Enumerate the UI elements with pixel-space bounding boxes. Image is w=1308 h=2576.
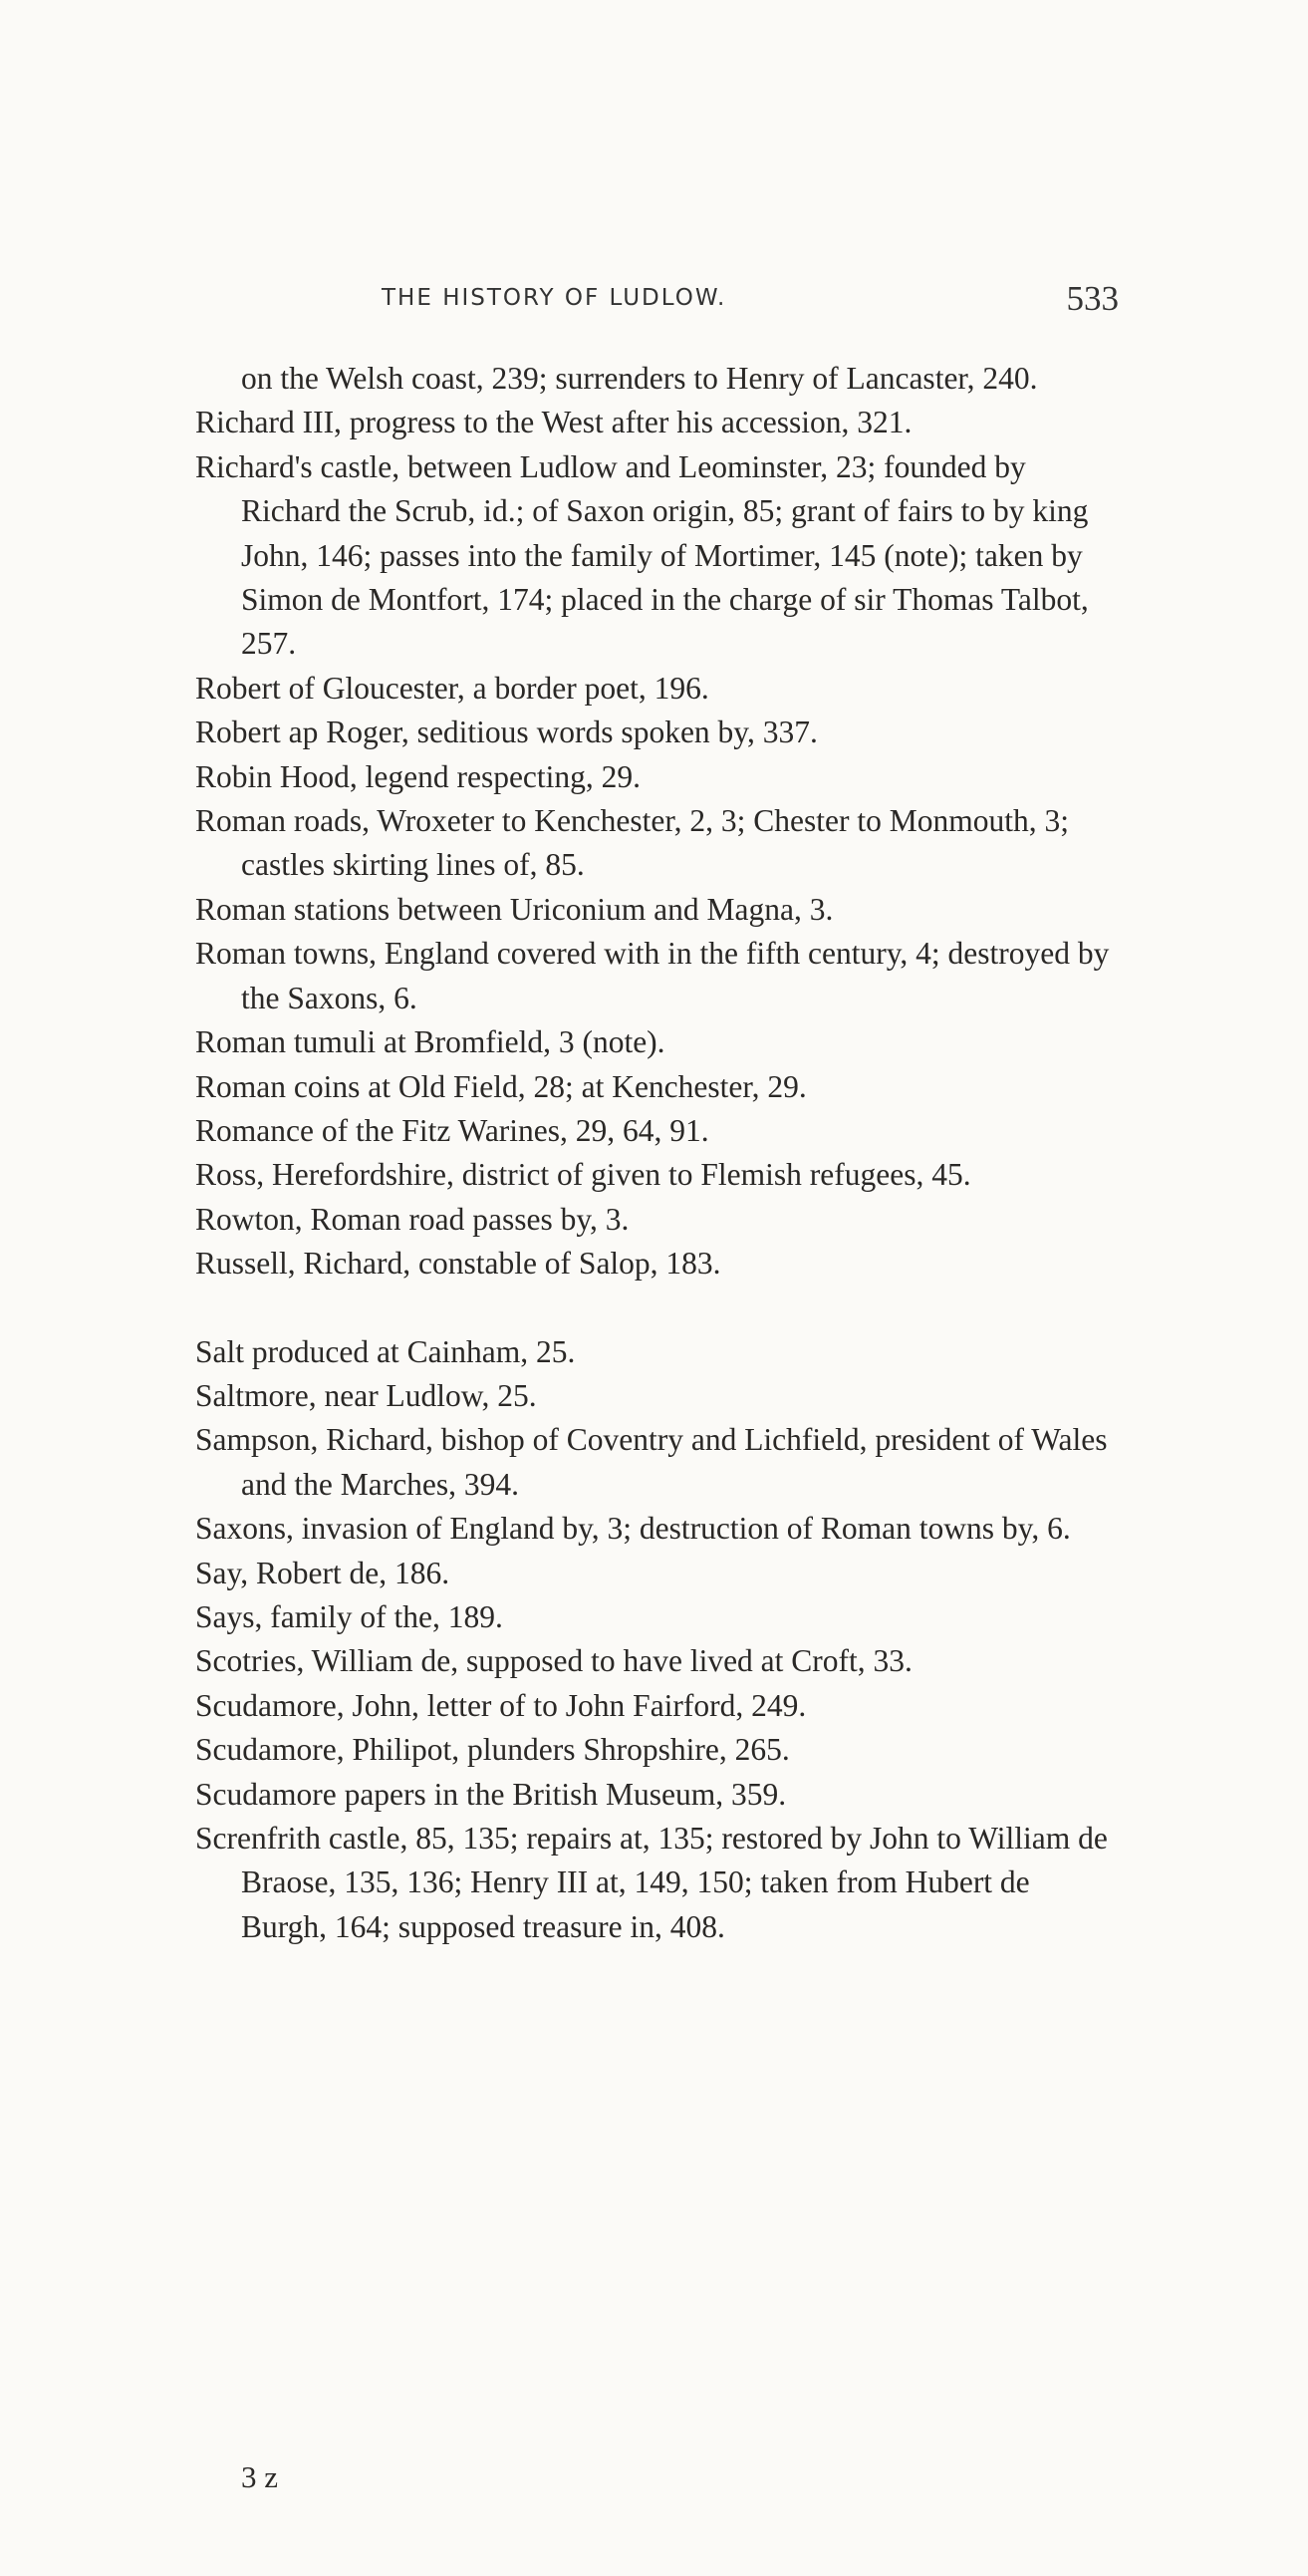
index-entry: Robert of Gloucester, a border poet, 196. [195, 670, 709, 706]
index-entry: Roman coins at Old Field, 28; at Kenchester, 29. [195, 1068, 807, 1104]
index-entry: Say, Robert de, 186. [195, 1555, 450, 1590]
index-entry: Romance of the Fitz Warines, 29, 64, 91. [195, 1112, 709, 1148]
section-gap [195, 1287, 1120, 1330]
index-entry: Richard's castle, between Ludlow and Leominster, 23; founded by Richard the Scrub, id.; of Saxon origin, 85; grant of fairs to by king John, 146; passes into the family of Mortimer, 145 (note); taken by Simon de Montfort, 174; placed in the charge of sir Thomas Talbot, 257. [195, 448, 1089, 662]
index-entry: Rowton, Roman road passes by, 3. [195, 1201, 630, 1237]
index-entry: Roman roads, Wroxeter to Kenchester, 2, 3; Chester to Monmouth, 3; castles skirting lines of, 85. [195, 803, 1069, 883]
index-entry: Screnfrith castle, 85, 135; repairs at, 135; restored by John to William de Braose, 135, 136; Henry III at, 149, 150; taken from Hubert de Burgh, 164; supposed treasure in, 408. [195, 1821, 1108, 1944]
index-entry: Roman towns, England covered with in the fifth century, 4; destroyed by the Saxons, 6. [195, 936, 1110, 1015]
index-entry: Saxons, invasion of England by, 3; destruction of Roman towns by, 6. [195, 1511, 1071, 1547]
index-entry: Robin Hood, legend respecting, 29. [195, 758, 642, 794]
index-entry: Robert ap Roger, seditious words spoken by, 337. [195, 715, 818, 750]
index-entry: Sampson, Richard, bishop of Coventry and Lichfield, president of Wales and the Marches, 394. [195, 1422, 1108, 1502]
index-entry: Scudamore papers in the British Museum, 359. [195, 1776, 787, 1812]
index-entry: Scudamore, John, letter of to John Fairford, 249. [195, 1687, 807, 1723]
index-entry: Says, family of the, 189. [195, 1598, 503, 1634]
page-number: 533 [1066, 279, 1119, 318]
index-entry: Scudamore, Philipot, plunders Shropshire, 265. [195, 1732, 790, 1768]
index-entry: Russell, Richard, constable of Salop, 183. [195, 1246, 721, 1282]
index-entry: Scotries, William de, supposed to have lived at Croft, 33. [195, 1643, 913, 1679]
index-entry: on the Welsh coast, 239; surrenders to Henry of Lancaster, 240. [241, 361, 1038, 396]
page-header [382, 279, 1119, 325]
running-title: THE HISTORY OF LUDLOW. [382, 285, 727, 311]
index-entry: Roman tumuli at Bromfield, 3 (note). [195, 1024, 665, 1060]
index-entry: Saltmore, near Ludlow, 25. [195, 1377, 537, 1413]
index-entries [195, 357, 1120, 1949]
signature-mark: 3 z [241, 2459, 279, 2494]
index-entry: Salt produced at Cainham, 25. [195, 1333, 576, 1369]
index-entry: Richard III, progress to the West after his accession, 321. [195, 405, 913, 440]
index-entry: Roman stations between Uriconium and Magna, 3. [195, 891, 834, 927]
index-entry: Ross, Herefordshire, district of given to Flemish refugees, 45. [195, 1157, 971, 1193]
